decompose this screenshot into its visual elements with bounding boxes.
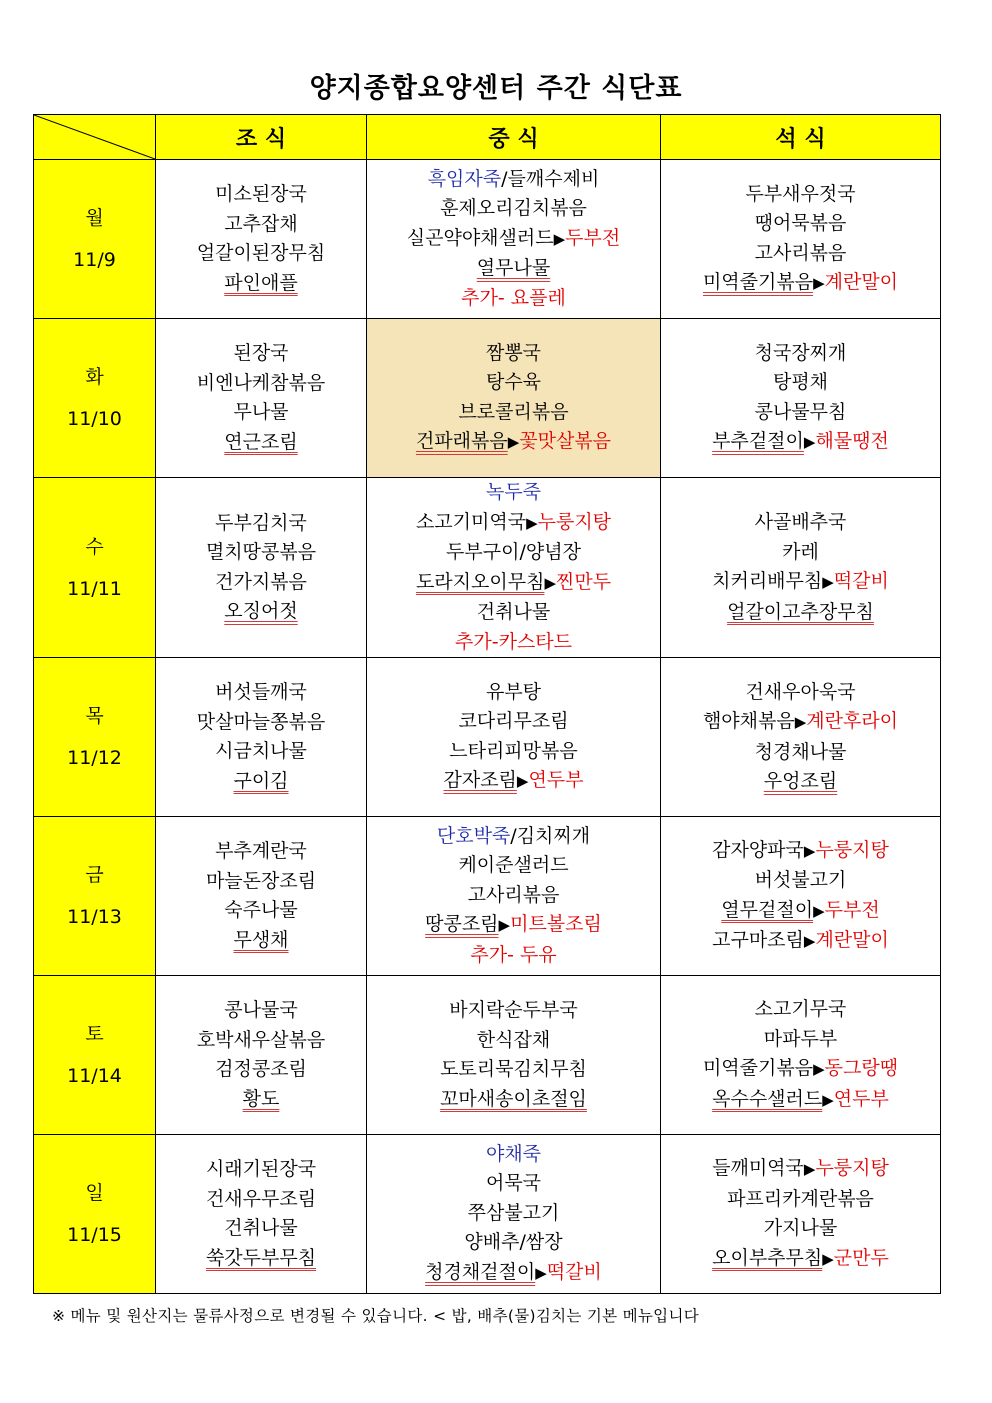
lunch-cell xyxy=(367,160,661,319)
day-cell xyxy=(34,319,156,478)
day-date: 11/9 xyxy=(73,249,116,271)
dish-name: 꼬마새송이초절임 xyxy=(440,1087,587,1110)
dish-name: 숙주나물 xyxy=(224,899,298,921)
day-row xyxy=(34,817,941,976)
menu-item xyxy=(367,678,660,708)
arrow-right-icon: ▶ xyxy=(516,772,529,790)
menu-item xyxy=(661,995,940,1025)
arrow-right-icon: ▶ xyxy=(822,1249,834,1268)
dish-name: 부추계란국 xyxy=(215,840,307,862)
dish-name: 건취나물 xyxy=(224,1217,298,1239)
dish-name: 감자조림 xyxy=(443,769,517,791)
menu-item xyxy=(156,1085,366,1115)
dish-name: 양배추/쌈장 xyxy=(464,1231,563,1254)
menu-item xyxy=(661,1154,940,1185)
menu-item xyxy=(661,1025,940,1055)
menu-item xyxy=(661,1185,940,1215)
arrow-right-icon: ▶ xyxy=(822,573,834,591)
arrow-right-icon: ▶ xyxy=(507,433,520,451)
alternate-dish: 계란말이 xyxy=(815,929,889,951)
day-date: 11/14 xyxy=(67,1065,122,1087)
dish-name: 부추겉절이 xyxy=(712,430,804,452)
menu-item xyxy=(156,867,366,897)
menu-item xyxy=(367,538,660,568)
dish-name: 두부새우젓국 xyxy=(745,182,856,205)
dish-name: 맛살마늘쫑볶음 xyxy=(196,710,326,733)
menu-item xyxy=(156,369,366,399)
menu-item xyxy=(156,767,366,797)
porridge-dish: 단호박죽 xyxy=(436,824,511,847)
dish-name: 청경채겉절이 xyxy=(425,1260,536,1283)
menu-item xyxy=(661,1054,940,1085)
dish-name: 호박새우살볶음 xyxy=(196,1028,326,1051)
dish-name: 들깨미역국 xyxy=(712,1157,804,1179)
day-cell xyxy=(34,1135,156,1294)
dish-name: 고사리볶음 xyxy=(754,241,847,264)
dish-name: 햄야채볶음 xyxy=(702,710,795,732)
dish-name: 건새우아욱국 xyxy=(745,680,856,703)
menu-item xyxy=(367,822,660,852)
day-name: 일 xyxy=(85,1182,104,1204)
arrow-right-icon: ▶ xyxy=(526,513,538,532)
menu-item xyxy=(661,567,940,598)
footnote: ※ 메뉴 및 원산지는 물류사정으로 변경될 수 있습니다. < 밥, 배추(물)김치는 기본 메뉴입니다 xyxy=(52,1307,700,1325)
menu-item xyxy=(156,837,366,867)
dish-name: 얼갈이된장무침 xyxy=(196,242,326,264)
diagonal-line-icon xyxy=(34,115,155,159)
dish-name: 열무겉절이 xyxy=(721,898,814,921)
dish-name: 비엔나케참볶음 xyxy=(196,371,326,394)
menu-item xyxy=(367,224,660,255)
menu-item xyxy=(661,767,940,797)
alternate-dish: 계란후라이 xyxy=(806,710,899,732)
alternate-dish: 떡갈비 xyxy=(546,1260,602,1283)
dish-name: 건가지볶음 xyxy=(215,570,307,593)
arrow-right-icon: ▶ xyxy=(803,932,816,950)
alternate-dish: 두부전 xyxy=(565,226,621,249)
menu-item xyxy=(367,910,660,941)
header-breakfast: 조 식 xyxy=(156,115,367,160)
dinner-cell xyxy=(661,160,941,319)
breakfast-cell xyxy=(156,976,367,1135)
dish-name: 열무나물 xyxy=(476,257,551,280)
porridge-dish: 녹두죽 xyxy=(485,481,542,503)
header-dinner: 석 식 xyxy=(661,115,941,160)
dish-name: 한식잡채 xyxy=(476,1028,551,1051)
header-lunch: 중 식 xyxy=(367,115,661,160)
menu-item xyxy=(367,851,660,881)
alternate-dish: 추가-카스타드 xyxy=(455,630,572,653)
menu-item xyxy=(367,1199,660,1229)
menu-item xyxy=(156,678,366,708)
menu-item xyxy=(661,180,940,210)
dish-name: 건취나물 xyxy=(476,601,551,623)
dish-name: 도라지오이무침 xyxy=(415,570,545,593)
dish-name: 짬뽕국 xyxy=(485,341,542,364)
alternate-dish: 누룽지탕 xyxy=(537,510,612,533)
menu-item xyxy=(156,239,366,269)
menu-item xyxy=(367,427,660,458)
menu-item xyxy=(156,737,366,767)
menu-item xyxy=(661,368,940,398)
menu-item xyxy=(661,209,940,239)
day-row xyxy=(34,319,941,478)
menu-item xyxy=(367,881,660,911)
dish-name: 훈제오리김치볶음 xyxy=(440,197,587,220)
dish-name: 소고기미역국 xyxy=(415,510,527,533)
dish-name: 미소된장국 xyxy=(215,183,307,205)
menu-item xyxy=(367,508,660,539)
dish-name: 마늘돈장조림 xyxy=(205,869,317,892)
dish-name: 된장국 xyxy=(233,342,289,364)
day-name: 월 xyxy=(85,207,104,229)
menu-item xyxy=(661,239,940,269)
dish-name: 무생채 xyxy=(233,928,289,951)
menu-item xyxy=(156,398,366,428)
menu-item xyxy=(661,1214,940,1244)
menu-item xyxy=(661,538,940,568)
arrow-right-icon: ▶ xyxy=(553,229,566,248)
dish-name: 파인애플 xyxy=(224,271,298,294)
dish-name: 파프리카계란볶음 xyxy=(727,1187,874,1210)
menu-item xyxy=(156,1026,366,1056)
dish-name: 치커리배무침 xyxy=(712,570,823,592)
menu-item xyxy=(661,1085,940,1116)
lunch-cell xyxy=(367,817,661,976)
alternate-dish: 미트볼조림 xyxy=(510,913,602,936)
dish-name: 버섯불고기 xyxy=(754,869,847,891)
alternate-dish: 누룽지탕 xyxy=(815,1157,889,1179)
menu-item xyxy=(156,708,366,738)
page-title: 양지종합요양센터 주간 식단표 xyxy=(309,73,683,104)
breakfast-cell xyxy=(156,658,367,817)
dish-name: 콩나물무침 xyxy=(754,400,847,423)
day-name: 수 xyxy=(85,535,104,558)
menu-item xyxy=(156,597,366,627)
dish-name: 황도 xyxy=(242,1087,280,1110)
arrow-right-icon: ▶ xyxy=(498,916,511,935)
menu-item xyxy=(367,568,660,599)
dish-name: 쑥갓두부무침 xyxy=(205,1246,317,1269)
menu-item xyxy=(156,269,366,299)
menu-item xyxy=(367,737,660,767)
dinner-cell xyxy=(661,478,941,658)
menu-item xyxy=(661,678,940,708)
dish-name: 어묵국 xyxy=(485,1172,542,1195)
menu-item xyxy=(661,508,940,538)
menu-item xyxy=(367,1026,660,1056)
dish-name: 미역줄기볶음 xyxy=(702,1057,814,1079)
menu-item xyxy=(156,1244,366,1274)
menu-item xyxy=(156,210,366,240)
dish-name: 얼갈이고추장무침 xyxy=(727,600,874,623)
menu-item xyxy=(156,538,366,568)
alternate-dish: 군만두 xyxy=(833,1246,889,1269)
menu-item xyxy=(156,1185,366,1215)
menu-item xyxy=(661,896,940,927)
alternate-dish: 추가- 요플레 xyxy=(461,286,566,309)
breakfast-cell xyxy=(156,478,367,658)
dish-name: 두부구이/양념장 xyxy=(446,541,581,563)
day-date: 11/12 xyxy=(67,747,122,769)
dish-name: /들깨수제비 xyxy=(501,167,600,190)
dish-name: 고사리볶음 xyxy=(467,883,560,906)
menu-item xyxy=(661,926,940,957)
dish-name: 바지락순두부국 xyxy=(449,999,578,1021)
menu-item xyxy=(156,926,366,956)
lunch-cell xyxy=(367,1135,661,1294)
dinner-cell xyxy=(661,1135,941,1294)
arrow-right-icon: ▶ xyxy=(813,1060,825,1078)
menu-item xyxy=(661,427,940,458)
day-cell xyxy=(34,160,156,319)
lunch-cell xyxy=(367,319,661,478)
menu-item xyxy=(156,1214,366,1244)
porridge-dish: 야채죽 xyxy=(485,1142,542,1165)
header-row xyxy=(34,115,941,160)
menu-item xyxy=(661,1244,940,1275)
day-row xyxy=(34,1135,941,1294)
breakfast-cell xyxy=(156,319,367,478)
alternate-dish: 꽃맛살볶음 xyxy=(519,430,612,452)
arrow-right-icon: ▶ xyxy=(813,901,825,920)
dish-name: /김치찌개 xyxy=(510,824,591,847)
dinner-cell xyxy=(661,976,941,1135)
day-row xyxy=(34,658,941,817)
day-date: 11/13 xyxy=(67,906,122,928)
dish-name: 미역줄기볶음 xyxy=(702,271,814,293)
day-row xyxy=(34,160,941,319)
day-date: 11/15 xyxy=(67,1224,122,1246)
menu-item xyxy=(661,707,940,738)
dish-name: 고추잡채 xyxy=(224,212,298,235)
dinner-cell xyxy=(661,319,941,478)
arrow-right-icon: ▶ xyxy=(813,274,825,292)
menu-item xyxy=(367,1055,660,1085)
menu-item xyxy=(367,1085,660,1115)
menu-item xyxy=(367,339,660,369)
alternate-dish: 계란말이 xyxy=(824,271,899,293)
alternate-dish: 연두부 xyxy=(833,1087,889,1110)
menu-item xyxy=(367,284,660,314)
menu-item xyxy=(367,707,660,737)
dish-name: 시래기된장국 xyxy=(205,1158,317,1180)
weekly-menu-table xyxy=(33,114,941,1294)
lunch-cell xyxy=(367,658,661,817)
lunch-cell xyxy=(367,478,661,658)
dish-name: 브로콜리볶음 xyxy=(458,400,569,423)
dish-name: 고구마조림 xyxy=(712,929,804,951)
day-date: 11/10 xyxy=(67,408,122,430)
breakfast-cell xyxy=(156,160,367,319)
menu-item xyxy=(661,866,940,896)
dish-name: 땅콩조림 xyxy=(425,913,499,936)
arrow-right-icon: ▶ xyxy=(803,433,816,451)
menu-item xyxy=(367,368,660,398)
dish-name: 두부김치국 xyxy=(215,511,307,534)
dish-name: 콩나물국 xyxy=(224,999,298,1021)
dish-name: 느타리피망볶음 xyxy=(449,739,578,762)
menu-item xyxy=(156,1155,366,1185)
dish-name: 옥수수샐러드 xyxy=(712,1087,823,1110)
arrow-right-icon: ▶ xyxy=(803,1160,816,1178)
dinner-cell xyxy=(661,817,941,976)
porridge-dish: 흑임자죽 xyxy=(427,167,502,190)
menu-item xyxy=(367,254,660,284)
day-name: 목 xyxy=(85,705,104,727)
dish-name: 오이부추무침 xyxy=(712,1246,823,1269)
dish-name: 청경채나물 xyxy=(754,740,847,763)
arrow-right-icon: ▶ xyxy=(535,1263,547,1282)
alternate-dish: 떡갈비 xyxy=(833,570,889,592)
menu-item xyxy=(661,398,940,428)
dish-name: 검정콩조림 xyxy=(215,1058,307,1080)
day-cell xyxy=(34,817,156,976)
dish-name: 건새우무조림 xyxy=(205,1187,317,1210)
menu-item xyxy=(156,180,366,210)
dish-name: 카레 xyxy=(782,540,819,563)
menu-item xyxy=(661,738,940,768)
menu-item xyxy=(156,568,366,598)
menu-item xyxy=(156,428,366,458)
arrow-right-icon: ▶ xyxy=(803,841,816,860)
dish-name: 실곤약야채샐러드 xyxy=(406,226,554,249)
menu-item xyxy=(367,398,660,428)
dish-name: 탕평채 xyxy=(772,371,829,393)
dish-name: 멸치땅콩볶음 xyxy=(205,541,317,563)
day-date: 11/11 xyxy=(67,577,122,600)
alternate-dish: 추가- 두유 xyxy=(470,943,557,966)
menu-item xyxy=(367,628,660,658)
alternate-dish: 동그랑땡 xyxy=(824,1057,899,1079)
day-row xyxy=(34,976,941,1135)
breakfast-cell xyxy=(156,817,367,976)
dish-name: 시금치나물 xyxy=(215,740,307,762)
lunch-cell xyxy=(367,976,661,1135)
dish-name: 구이김 xyxy=(233,769,289,792)
day-cell xyxy=(34,478,156,658)
dish-name: 우엉조림 xyxy=(763,770,838,792)
dish-name: 케이준샐러드 xyxy=(458,854,569,877)
menu-item xyxy=(367,996,660,1026)
arrow-right-icon: ▶ xyxy=(794,713,807,731)
menu-item xyxy=(367,478,660,508)
arrow-right-icon: ▶ xyxy=(822,1090,834,1109)
day-row xyxy=(34,478,941,658)
dish-name: 청국장찌개 xyxy=(754,341,847,364)
dish-name: 연근조림 xyxy=(224,430,298,453)
breakfast-cell xyxy=(156,1135,367,1294)
alternate-dish: 누룽지탕 xyxy=(815,838,889,861)
menu-item xyxy=(156,1055,366,1085)
dish-name: 버섯들깨국 xyxy=(215,681,307,703)
menu-item xyxy=(367,598,660,628)
menu-item xyxy=(661,598,940,628)
alternate-dish: 연두부 xyxy=(528,769,584,791)
menu-item xyxy=(661,268,940,299)
menu-item xyxy=(156,509,366,539)
dish-name: 오징어젓 xyxy=(224,600,298,622)
menu-item xyxy=(367,941,660,971)
dish-name: 감자양파국 xyxy=(712,838,804,861)
alternate-dish: 해물땡전 xyxy=(815,430,889,452)
dish-name: 무나물 xyxy=(233,401,289,423)
menu-item xyxy=(367,1258,660,1289)
alternate-dish: 두부전 xyxy=(824,898,880,921)
dish-name: 마파두부 xyxy=(763,1027,838,1050)
day-name: 화 xyxy=(85,366,104,388)
alternate-dish: 찐만두 xyxy=(555,570,612,593)
arrow-right-icon: ▶ xyxy=(544,573,556,592)
menu-item xyxy=(367,1140,660,1170)
dish-name: 소고기무국 xyxy=(754,998,847,1020)
menu-item xyxy=(661,836,940,867)
dish-name: 건파래볶음 xyxy=(415,430,508,452)
menu-item xyxy=(367,194,660,224)
menu-item xyxy=(156,896,366,926)
day-cell xyxy=(34,976,156,1135)
dish-name: 도토리묵김치무침 xyxy=(440,1058,587,1080)
menu-item xyxy=(156,339,366,369)
dish-name: 가지나물 xyxy=(763,1217,838,1239)
menu-item xyxy=(661,339,940,369)
day-name: 토 xyxy=(85,1023,104,1045)
corner-cell xyxy=(34,115,156,160)
menu-item xyxy=(367,165,660,195)
dish-name: 유부탕 xyxy=(485,680,542,703)
day-cell xyxy=(34,658,156,817)
dish-name: 사골배추국 xyxy=(754,511,847,533)
menu-item xyxy=(156,996,366,1026)
menu-item xyxy=(367,766,660,797)
dish-name: 쭈삼불고기 xyxy=(467,1201,560,1224)
day-name: 금 xyxy=(85,864,104,886)
dish-name: 탕수육 xyxy=(485,371,542,393)
dish-name: 코다리무조림 xyxy=(458,710,569,732)
menu-item xyxy=(367,1228,660,1258)
dish-name: 땡어묵볶음 xyxy=(754,212,847,234)
dinner-cell xyxy=(661,658,941,817)
menu-item xyxy=(367,1169,660,1199)
